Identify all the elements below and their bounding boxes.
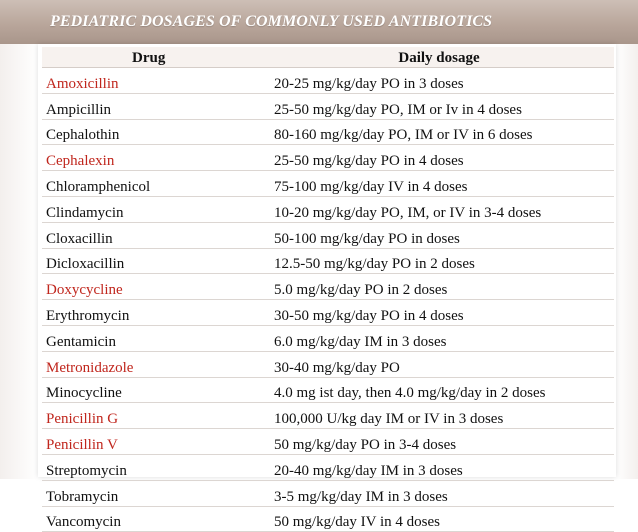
- table-row: [42, 68, 614, 94]
- daily-dosage-cell: 12.5-50 mg/kg/day PO in 2 doses: [274, 256, 475, 273]
- table-row: [42, 171, 614, 197]
- daily-dosage-cell: 100,000 U/kg day IM or IV in 3 doses: [274, 411, 504, 428]
- table-body: [42, 68, 614, 532]
- column-header-drug: Drug: [42, 47, 264, 68]
- dosage-table: [42, 47, 614, 532]
- daily-dosage-cell: 25-50 mg/kg/day PO in 4 doses: [274, 153, 464, 170]
- daily-dosage-cell: 6.0 mg/kg/day IM in 3 doses: [274, 333, 447, 350]
- drug-name-cell: Minocycline: [46, 385, 122, 402]
- daily-dosage-cell: 4.0 mg ist day, then 4.0 mg/kg/day in 2 doses: [274, 385, 546, 402]
- drug-name-cell: Vancomycin: [46, 514, 121, 531]
- daily-dosage-cell: 20-25 mg/kg/day PO in 3 doses: [274, 75, 464, 92]
- drug-name-cell: Cloxacillin: [46, 230, 113, 247]
- daily-dosage-cell: 50 mg/kg/day IV in 4 doses: [274, 514, 440, 531]
- daily-dosage-cell: 30-50 mg/kg/day PO in 4 doses: [274, 307, 464, 324]
- table-row: [42, 93, 614, 119]
- daily-dosage-cell: 5.0 mg/kg/day PO in 2 doses: [274, 282, 448, 299]
- drug-name-cell: Chloramphenicol: [46, 178, 151, 195]
- table-row: [42, 145, 614, 171]
- table-row: [42, 351, 614, 377]
- drug-name-cell: Metronidazole: [46, 359, 134, 376]
- drug-name-cell: Penicillin G: [46, 411, 119, 428]
- drug-name-cell: Dicloxacillin: [46, 256, 125, 273]
- daily-dosage-cell: 3-5 mg/kg/day IM in 3 doses: [274, 488, 448, 505]
- daily-dosage-cell: 10-20 mg/kg/day PO, IM, or IV in 3-4 doses: [274, 204, 542, 221]
- table-row: [42, 506, 614, 532]
- drug-name-cell: Penicillin V: [46, 436, 118, 453]
- daily-dosage-cell: 50 mg/kg/day PO in 3-4 doses: [274, 436, 457, 453]
- table-row: [42, 403, 614, 429]
- daily-dosage-cell: 25-50 mg/kg/day PO, IM or Iv in 4 doses: [274, 101, 522, 118]
- table-row: [42, 196, 614, 222]
- drug-name-cell: Cephalexin: [46, 153, 115, 170]
- column-header-daily-dosage: Daily dosage: [264, 47, 614, 68]
- slide-title: PEDIATRIC DOSAGES OF COMMONLY USED ANTIBIOTICS: [50, 13, 493, 30]
- daily-dosage-cell: 75-100 mg/kg/day IV in 4 doses: [274, 178, 468, 195]
- table-row: [42, 480, 614, 506]
- table-row: [42, 429, 614, 455]
- drug-name-cell: Tobramycin: [46, 488, 119, 505]
- daily-dosage-cell: 30-40 mg/kg/day PO: [274, 359, 400, 376]
- drug-name-cell: Cephalothin: [46, 127, 120, 144]
- daily-dosage-cell: 50-100 mg/kg/day PO in doses: [274, 230, 460, 247]
- table-row: [42, 325, 614, 351]
- drug-name-cell: Amoxicillin: [46, 75, 119, 92]
- table-row: [42, 248, 614, 274]
- daily-dosage-cell: 80-160 mg/kg/day PO, IM or IV in 6 doses: [274, 127, 533, 144]
- drug-name-cell: Streptomycin: [46, 462, 127, 479]
- table-row: [42, 300, 614, 326]
- table-row: [42, 119, 614, 145]
- table-row: [42, 377, 614, 403]
- drug-name-cell: Doxycycline: [46, 282, 123, 299]
- table-row: [42, 222, 614, 248]
- table-header-row: [42, 47, 614, 68]
- daily-dosage-cell: 20-40 mg/kg/day IM in 3 doses: [274, 462, 463, 479]
- table-row: [42, 454, 614, 480]
- drug-name-cell: Ampicillin: [46, 101, 111, 118]
- drug-name-cell: Clindamycin: [46, 204, 124, 221]
- right-margin-shade: [616, 44, 638, 479]
- drug-name-cell: Erythromycin: [46, 307, 130, 324]
- drug-name-cell: Gentamicin: [46, 333, 116, 350]
- table-row: [42, 274, 614, 300]
- left-margin-shade: [0, 44, 38, 479]
